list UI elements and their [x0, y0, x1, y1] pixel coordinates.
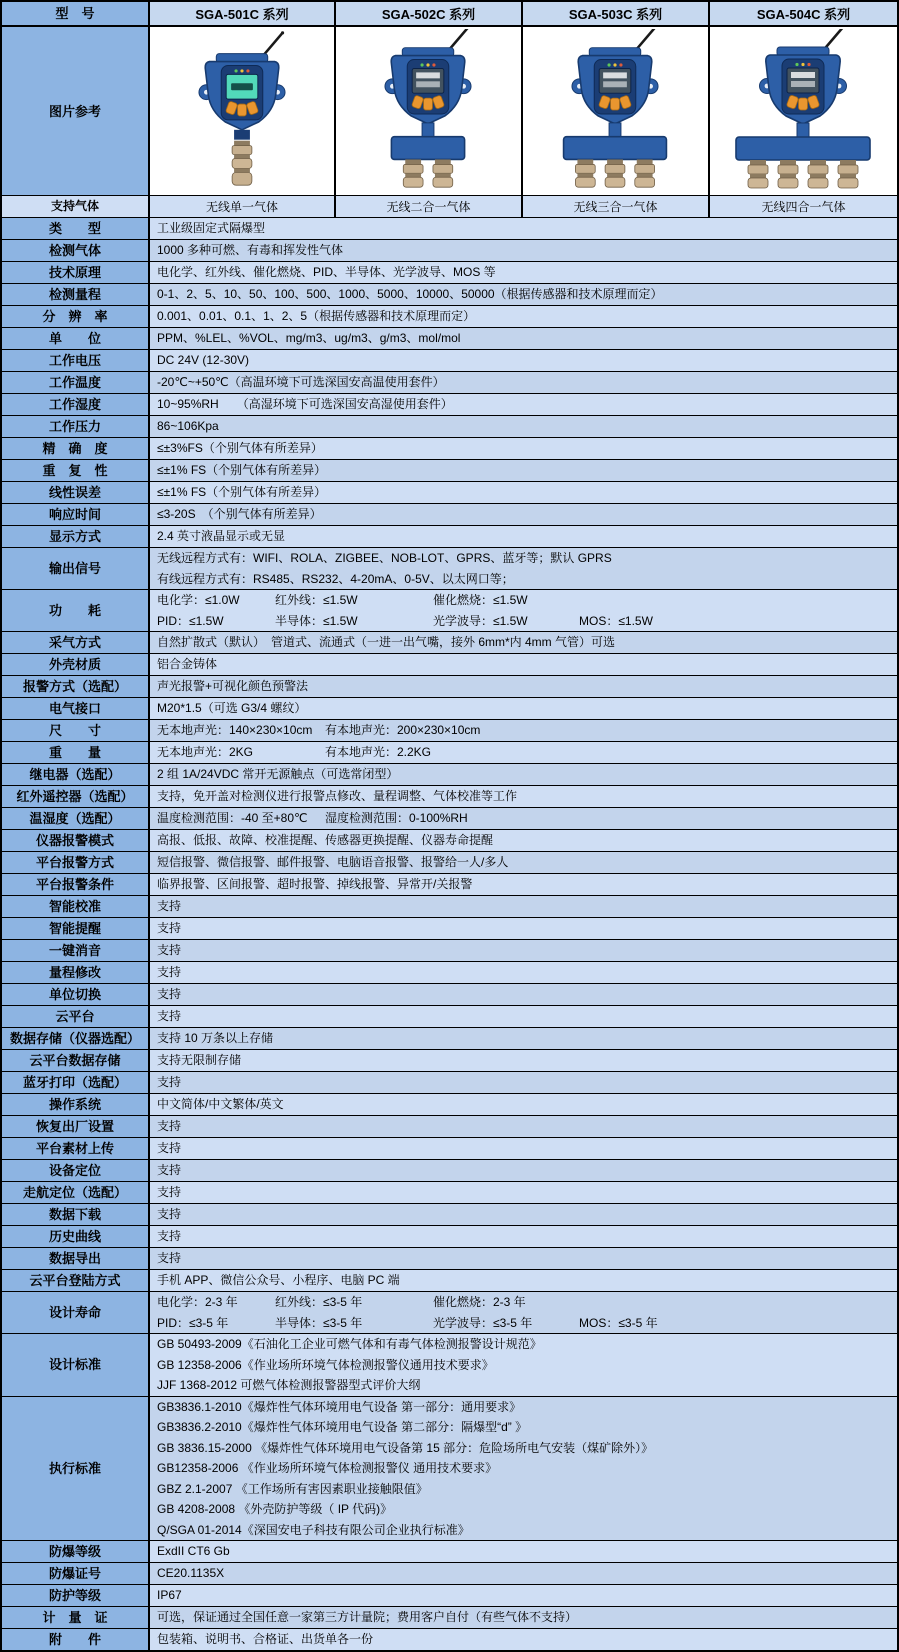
spec-text: GB 4208-2008 《外壳防护等级（ IP 代码)》 — [157, 1502, 393, 1516]
spec-row — [2, 1292, 897, 1334]
spec-value — [150, 1028, 897, 1049]
spec-row — [2, 808, 897, 830]
spec-text: 支持 — [157, 1141, 182, 1156]
spec-label: 线性误差 — [2, 482, 150, 503]
spec-text: 2 组 1A/24VDC 常开无源触点（可选常闭型） — [157, 767, 399, 782]
spec-value — [150, 1607, 897, 1628]
product-image-sga-501c — [150, 27, 336, 195]
spec-row — [2, 1629, 897, 1650]
spec-row — [2, 918, 897, 940]
gas-type-4in1: 无线四合一气体 — [710, 196, 897, 217]
spec-label: 数据下载 — [2, 1204, 150, 1225]
product-image-sga-504c — [710, 27, 897, 195]
spec-row — [2, 786, 897, 808]
spec-text: PID：≤3-5 年 — [157, 1315, 229, 1330]
spec-text: 支持 — [157, 1163, 182, 1178]
spec-value — [150, 654, 897, 675]
spec-text: 工业级固定式隔爆型 — [157, 221, 266, 236]
spec-label: 检测气体 — [2, 240, 150, 261]
spec-row — [2, 654, 897, 676]
spec-label: 技术原理 — [2, 262, 150, 283]
spec-text: GB12358-2006 《作业场所环境气体检测报警仪 通用技术要求》 — [157, 1461, 498, 1475]
spec-text: 高报、低报、故障、校准提醒、传感器更换提醒、仪器寿命提醒 — [157, 833, 494, 848]
spec-value — [150, 698, 897, 719]
spec-row — [2, 632, 897, 654]
spec-label: 历史曲线 — [2, 1226, 150, 1247]
spec-row — [2, 438, 897, 460]
spec-row — [2, 852, 897, 874]
spec-value — [150, 830, 897, 851]
spec-row — [2, 460, 897, 482]
spec-value — [150, 940, 897, 961]
spec-value — [150, 306, 897, 327]
spec-row — [2, 720, 897, 742]
spec-text: 光学波导：≤3-5 年 — [433, 1315, 533, 1330]
spec-label: 执行标准 — [2, 1397, 150, 1541]
spec-label: 精 确 度 — [2, 438, 150, 459]
spec-label: 温湿度（选配） — [2, 808, 150, 829]
gas-type-2in1: 无线二合一气体 — [336, 196, 523, 217]
spec-label: 量程修改 — [2, 962, 150, 983]
spec-text: GB3836.2-2010《爆炸性气体环境用电气设备 第二部分：隔爆型“d” 》 — [157, 1420, 528, 1434]
spec-row — [2, 350, 897, 372]
spec-text: 支持 — [157, 965, 182, 980]
spec-text: 无线远程方式有：WIFI、ROLA、ZIGBEE、NOB-LOT、GPRS、蓝牙等；默认 GPRS — [157, 551, 612, 565]
spec-value — [150, 350, 897, 371]
spec-text: 有本地声光：200×230×10cm — [325, 723, 481, 738]
spec-row — [2, 676, 897, 698]
spec-text: 1000 多种可燃、有毒和挥发性气体 — [157, 243, 344, 258]
spec-text: 支持 — [157, 1185, 182, 1200]
product-image-sga-503c — [523, 27, 710, 195]
model-header-label: 型 号 — [2, 2, 150, 25]
spec-value — [150, 328, 897, 349]
spec-text: 支持 — [157, 943, 182, 958]
spec-text: JJF 1368-2012 可燃气体检测报警器型式评价大纲 — [157, 1378, 421, 1392]
spec-text: 电化学：≤1.0W — [157, 593, 240, 607]
spec-row — [2, 1116, 897, 1138]
sga-503c-detector-illustration — [523, 29, 708, 193]
sga-501c-detector-illustration — [150, 29, 334, 193]
spec-label: 显示方式 — [2, 526, 150, 547]
spec-text: PID：≤1.5W — [157, 613, 224, 628]
spec-value — [150, 1334, 897, 1396]
spec-value — [150, 1248, 897, 1269]
spec-label: 电气接口 — [2, 698, 150, 719]
spec-row — [2, 764, 897, 786]
spec-text: 有线远程方式有：RS485、RS232、4-20mA、0-5V、以太网口等； — [157, 571, 514, 586]
spec-row — [2, 940, 897, 962]
model-header-sga-502c: SGA-502C 系列 — [336, 2, 523, 25]
model-header-sga-503c: SGA-503C 系列 — [523, 2, 710, 25]
spec-text: GB 3836.15-2000 《爆炸性气体环境用电气设备第 15 部分：危险场所电气安装（煤矿除外）》 — [157, 1440, 654, 1455]
spec-label: 防爆等级 — [2, 1541, 150, 1562]
spec-text: 手机 APP、微信公众号、小程序、电脑 PC 端 — [157, 1273, 400, 1288]
spec-value — [150, 1006, 897, 1027]
spec-value — [150, 896, 897, 917]
spec-label: 响应时间 — [2, 504, 150, 525]
spec-label: 单 位 — [2, 328, 150, 349]
spec-row — [2, 1204, 897, 1226]
product-image-sga-502c — [336, 27, 523, 195]
spec-text: DC 24V (12-30V) — [157, 353, 250, 368]
spec-label: 重 复 性 — [2, 460, 150, 481]
spec-value — [150, 984, 897, 1005]
spec-label: 输出信号 — [2, 548, 150, 589]
spec-text: ExdII CT6 Gb — [157, 1544, 230, 1559]
spec-text: GBZ 2.1-2007 《工作场所有害因素职业接触限值》 — [157, 1481, 428, 1496]
spec-text: ≤±1% FS（个别气体有所差异） — [157, 485, 327, 500]
spec-text: MOS：≤3-5 年 — [579, 1315, 658, 1330]
spec-value — [150, 874, 897, 895]
spec-label: 智能提醒 — [2, 918, 150, 939]
spec-row — [2, 284, 897, 306]
spec-row — [2, 482, 897, 504]
spec-value — [150, 1094, 897, 1115]
spec-value — [150, 1541, 897, 1562]
spec-text: 支持 10 万条以上存储 — [157, 1031, 274, 1046]
spec-text: 红外线：≤3-5 年 — [275, 1295, 363, 1309]
spec-label: 防爆证号 — [2, 1563, 150, 1584]
spec-row — [2, 962, 897, 984]
spec-value — [150, 284, 897, 305]
spec-value — [150, 218, 897, 239]
spec-value — [150, 548, 897, 589]
spec-text: 电化学、红外线、催化燃烧、PID、半导体、光学波导、MOS 等 — [157, 265, 496, 280]
spec-row — [2, 548, 897, 590]
spec-label: 尺 寸 — [2, 720, 150, 741]
spec-text: ≤3-20S （个别气体有所差异） — [157, 507, 322, 522]
spec-label: 功 耗 — [2, 590, 150, 631]
spec-value — [150, 372, 897, 393]
spec-row — [2, 896, 897, 918]
spec-text: 支持，免开盖对检测仪进行报警点修改、量程调整、气体校准等工作 — [157, 789, 518, 804]
spec-label: 蓝牙打印（选配） — [2, 1072, 150, 1093]
spec-text: MOS：≤1.5W — [579, 613, 653, 628]
spec-label: 工作电压 — [2, 350, 150, 371]
spec-text: 支持 — [157, 1207, 182, 1222]
spec-row — [2, 1585, 897, 1607]
spec-row — [2, 1563, 897, 1585]
spec-label: 计 量 证 — [2, 1607, 150, 1628]
spec-text: GB3836.1-2010《爆炸性气体环境用电气设备 第一部分：通用要求》 — [157, 1399, 522, 1414]
spec-value — [150, 482, 897, 503]
spec-text: 2.4 英寸液晶显示或无显 — [157, 529, 286, 544]
spec-row — [2, 698, 897, 720]
spec-text: 短信报警、微信报警、邮件报警、电脑语音报警、报警给一人/多人 — [157, 855, 509, 870]
sga-504c-detector-illustration — [710, 29, 897, 193]
supported-gas-row — [2, 196, 897, 218]
spec-label: 平台素材上传 — [2, 1138, 150, 1159]
spec-row — [2, 394, 897, 416]
spec-value — [150, 262, 897, 283]
spec-value — [150, 1397, 897, 1541]
spec-text: 无本地声光：140×230×10cm — [157, 723, 313, 738]
spec-value — [150, 1585, 897, 1606]
spec-row — [2, 1182, 897, 1204]
spec-label: 设计标准 — [2, 1334, 150, 1396]
spec-row — [2, 262, 897, 284]
spec-text: 有本地声光：2.2KG — [325, 745, 432, 760]
spec-value — [150, 1182, 897, 1203]
spec-text: CE20.1135X — [157, 1566, 225, 1581]
spec-row — [2, 526, 897, 548]
spec-text: 支持无限制存储 — [157, 1053, 242, 1068]
spec-label: 防护等级 — [2, 1585, 150, 1606]
spec-text: 支持 — [157, 1251, 182, 1266]
spec-label: 附 件 — [2, 1629, 150, 1650]
spec-text: 支持 — [157, 899, 182, 914]
spec-value — [150, 1292, 897, 1333]
spec-text: -20℃~+50℃（高温环境下可选深国安高温使用套件） — [157, 375, 445, 390]
spec-row — [2, 1072, 897, 1094]
image-row-label: 图片参考 — [2, 27, 150, 195]
spec-label: 工作压力 — [2, 416, 150, 437]
spec-text: ≤±3%FS（个别气体有所差异） — [157, 441, 323, 456]
spec-text: GB 12358-2006《作业场所环境气体检测报警仪通用技术要求》 — [157, 1357, 494, 1372]
spec-text: 支持 — [157, 921, 182, 936]
spec-value — [150, 1629, 897, 1650]
gas-type-3in1: 无线三合一气体 — [523, 196, 710, 217]
spec-value — [150, 240, 897, 261]
spec-row — [2, 1050, 897, 1072]
spec-label: 重 量 — [2, 742, 150, 763]
spec-label: 仪器报警模式 — [2, 830, 150, 851]
spec-text: 0-1、2、5、10、50、100、500、1000、5000、10000、50000（根据传感器和技术原理而定） — [157, 287, 663, 302]
spec-row — [2, 218, 897, 240]
spec-text: 临界报警、区间报警、超时报警、掉线报警、异常开/关报警 — [157, 877, 473, 892]
spec-value — [150, 1204, 897, 1225]
spec-row — [2, 1006, 897, 1028]
spec-row — [2, 1226, 897, 1248]
spec-value — [150, 590, 897, 631]
spec-text: 支持 — [157, 1009, 182, 1024]
spec-text: 10~95%RH （高湿环境下可选深国安高湿使用套件） — [157, 397, 453, 412]
spec-text: 支持 — [157, 1119, 182, 1134]
spec-value — [150, 808, 897, 829]
spec-row — [2, 372, 897, 394]
spec-row — [2, 590, 897, 632]
spec-row — [2, 328, 897, 350]
table-header-row — [2, 2, 897, 27]
spec-value — [150, 1226, 897, 1247]
model-header-sga-501c: SGA-501C 系列 — [150, 2, 336, 25]
spec-label: 单位切换 — [2, 984, 150, 1005]
spec-value — [150, 676, 897, 697]
spec-text: 支持 — [157, 1229, 182, 1244]
spec-value — [150, 460, 897, 481]
spec-value — [150, 1116, 897, 1137]
spec-row — [2, 1334, 897, 1397]
spec-label: 采气方式 — [2, 632, 150, 653]
image-reference-row — [2, 27, 897, 196]
spec-label: 分 辨 率 — [2, 306, 150, 327]
spec-text: 电化学：2-3 年 — [157, 1295, 238, 1309]
spec-label: 一键消音 — [2, 940, 150, 961]
spec-value — [150, 394, 897, 415]
spec-text: 0.001、0.01、0.1、1、2、5（根据传感器和技术原理而定） — [157, 309, 476, 324]
spec-text: 可选，保证通过全国任意一家第三方计量院；费用客户自付（有些气体不支持） — [157, 1610, 578, 1625]
spec-text: M20*1.5（可选 G3/4 螺纹） — [157, 701, 307, 716]
spec-label: 红外遥控器（选配） — [2, 786, 150, 807]
spec-label: 工作温度 — [2, 372, 150, 393]
spec-text: IP67 — [157, 1588, 182, 1603]
spec-text: 支持 — [157, 1075, 182, 1090]
spec-text: 红外线：≤1.5W — [275, 593, 358, 607]
spec-label: 继电器（选配） — [2, 764, 150, 785]
spec-value — [150, 852, 897, 873]
spec-text: 声光报警+可视化颜色预警法 — [157, 679, 309, 694]
spec-text: 催化燃烧：≤1.5W — [433, 593, 528, 607]
spec-label: 类 型 — [2, 218, 150, 239]
spec-row — [2, 416, 897, 438]
spec-text: 半导体：≤3-5 年 — [275, 1315, 363, 1330]
spec-label: 检测量程 — [2, 284, 150, 305]
spec-value — [150, 1138, 897, 1159]
spec-value — [150, 416, 897, 437]
spec-value — [150, 742, 897, 763]
spec-value — [150, 764, 897, 785]
spec-value — [150, 526, 897, 547]
spec-value — [150, 1050, 897, 1071]
spec-text: 自然扩散式（默认） 管道式、流通式（一进一出气嘴，接外 6mm*内 4mm 气管）可选 — [157, 635, 616, 650]
spec-value — [150, 1072, 897, 1093]
spec-label: 云平台 — [2, 1006, 150, 1027]
spec-row — [2, 1094, 897, 1116]
model-header-sga-504c: SGA-504C 系列 — [710, 2, 897, 25]
spec-value — [150, 1270, 897, 1291]
spec-row — [2, 830, 897, 852]
spec-row — [2, 1541, 897, 1563]
spec-value — [150, 438, 897, 459]
spec-text: 中文简体/中文繁体/英文 — [157, 1097, 284, 1112]
spec-row — [2, 1138, 897, 1160]
spec-row — [2, 1270, 897, 1292]
spec-value — [150, 1563, 897, 1584]
spec-value — [150, 918, 897, 939]
spec-text: ≤±1% FS（个别气体有所差异） — [157, 463, 327, 478]
spec-label: 走航定位（选配） — [2, 1182, 150, 1203]
spec-row — [2, 1028, 897, 1050]
spec-label: 恢复出厂设置 — [2, 1116, 150, 1137]
spec-text: GB 50493-2009《石油化工企业可燃气体和有毒气体检测报警设计规范》 — [157, 1337, 542, 1351]
spec-label: 平台报警条件 — [2, 874, 150, 895]
supported-gas-label: 支持气体 — [2, 196, 150, 217]
spec-label: 操作系统 — [2, 1094, 150, 1115]
spec-row — [2, 1248, 897, 1270]
spec-label: 平台报警方式 — [2, 852, 150, 873]
spec-text: 光学波导：≤1.5W — [433, 613, 528, 628]
spec-text: 86~106Kpa — [157, 419, 219, 434]
spec-value — [150, 1160, 897, 1181]
sga-502c-detector-illustration — [336, 29, 521, 193]
spec-row — [2, 240, 897, 262]
spec-label: 云平台登陆方式 — [2, 1270, 150, 1291]
spec-text: 支持 — [157, 987, 182, 1002]
spec-value — [150, 962, 897, 983]
spec-text: 包装箱、说明书、合格证、出货单各一份 — [157, 1632, 374, 1647]
spec-label: 智能校准 — [2, 896, 150, 917]
spec-label: 工作湿度 — [2, 394, 150, 415]
spec-label: 外壳材质 — [2, 654, 150, 675]
spec-row — [2, 306, 897, 328]
spec-text: PPM、%LEL、%VOL、mg/m3、ug/m3、g/m3、mol/mol — [157, 331, 461, 346]
spec-row — [2, 504, 897, 526]
spec-text: Q/SGA 01-2014《深国安电子科技有限公司企业执行标准》 — [157, 1522, 470, 1537]
spec-value — [150, 786, 897, 807]
spec-row — [2, 874, 897, 896]
spec-label: 云平台数据存储 — [2, 1050, 150, 1071]
spec-label: 设备定位 — [2, 1160, 150, 1181]
spec-value — [150, 720, 897, 741]
spec-label: 数据存储（仪器选配） — [2, 1028, 150, 1049]
spec-label: 设计寿命 — [2, 1292, 150, 1333]
spec-text: 湿度检测范围：0-100%RH — [325, 811, 468, 826]
spec-text: 温度检测范围：-40 至+80℃ — [157, 811, 308, 826]
spec-label: 数据导出 — [2, 1248, 150, 1269]
spec-text: 催化燃烧：2-3 年 — [433, 1295, 526, 1309]
spec-row — [2, 984, 897, 1006]
spec-row — [2, 1160, 897, 1182]
gas-type-single: 无线单一气体 — [150, 196, 336, 217]
spec-value — [150, 632, 897, 653]
spec-row — [2, 1397, 897, 1542]
spec-text: 铝合金铸体 — [157, 657, 218, 672]
spec-value — [150, 504, 897, 525]
spec-label: 报警方式（选配） — [2, 676, 150, 697]
spec-text: 无本地声光：2KG — [157, 745, 254, 760]
spec-text: 半导体：≤1.5W — [275, 613, 358, 628]
spec-row — [2, 742, 897, 764]
